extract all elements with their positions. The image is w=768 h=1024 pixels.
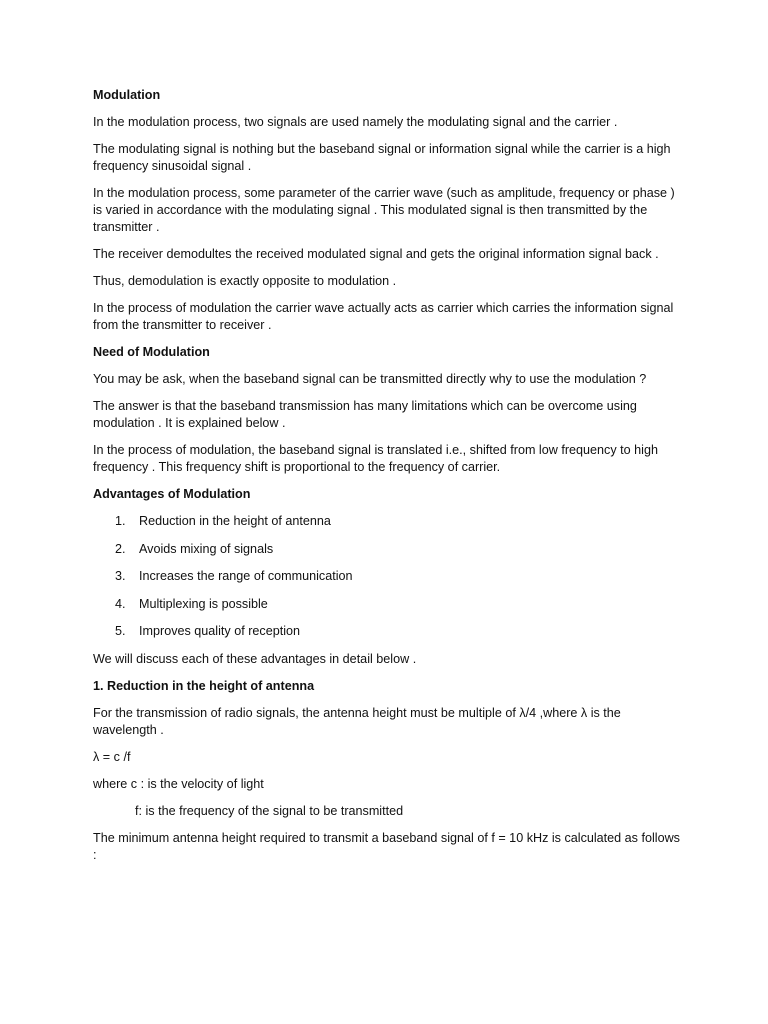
list-item-text: Improves quality of reception bbox=[139, 624, 301, 638]
paragraph: In the modulation process, two signals are used namely the modulating signal and the carrier . bbox=[93, 115, 618, 129]
formula: λ = c /f bbox=[93, 749, 131, 764]
list-item-number: 1. bbox=[115, 514, 126, 528]
list-item-text: Increases the range of communication bbox=[139, 569, 353, 583]
paragraph: The minimum antenna height required to transmit a baseband signal of f = 10 kHz is calculated as follows : bbox=[93, 830, 680, 862]
list-item bbox=[93, 623, 683, 640]
where-frequency-line: f: is the frequency of the signal to be transmitted bbox=[135, 803, 404, 818]
list-item bbox=[93, 541, 683, 558]
list-item-number: 5. bbox=[115, 624, 126, 638]
heading-advantages: Advantages of Modulation bbox=[93, 487, 251, 501]
paragraph: The answer is that the baseband transmission has many limitations which can be overcome using modulation . It is explained below . bbox=[93, 399, 637, 430]
advantages-list bbox=[93, 513, 683, 640]
list-item-number: 3. bbox=[115, 569, 126, 583]
list-item bbox=[93, 513, 683, 530]
list-item bbox=[93, 568, 683, 585]
heading-modulation: Modulation bbox=[93, 88, 161, 102]
list-item bbox=[93, 596, 683, 613]
document-page bbox=[93, 87, 683, 874]
paragraph: Thus, demodulation is exactly opposite to modulation . bbox=[93, 274, 397, 288]
paragraph: In the process of modulation the carrier wave actually acts as carrier which carries the information signal from the transmitter to receiver . bbox=[93, 301, 674, 332]
paragraph: For the transmission of radio signals, the antenna height must be multiple of λ/4 ,where λ is the wavelength . bbox=[93, 705, 621, 737]
list-item-number: 4. bbox=[115, 596, 126, 611]
paragraph: The modulating signal is nothing but the baseband signal or information signal while the carrier is a high frequency sinusoidal signal . bbox=[93, 142, 671, 173]
paragraph: In the process of modulation, the baseband signal is translated i.e., shifted from low frequency to high frequency . This frequency shift is proportional to the frequency of carrier. bbox=[93, 443, 658, 474]
heading-antenna-height: 1. Reduction in the height of antenna bbox=[93, 678, 315, 693]
paragraph: In the modulation process, some parameter of the carrier wave (such as amplitude, frequency or phase ) is varied in accordance with the modulating signal . This modulated signal is then transmitted by the transmitter . bbox=[93, 186, 675, 234]
list-item-text: Multiplexing is possible bbox=[139, 596, 268, 611]
list-item-number: 2. bbox=[115, 541, 126, 556]
heading-need-of-modulation: Need of Modulation bbox=[93, 345, 210, 359]
paragraph: We will discuss each of these advantages in detail below . bbox=[93, 651, 417, 666]
paragraph: The receiver demodultes the received modulated signal and gets the original information signal back . bbox=[93, 247, 659, 261]
list-item-text: Avoids mixing of signals bbox=[139, 541, 274, 556]
list-item-text: Reduction in the height of antenna bbox=[139, 514, 331, 528]
paragraph: You may be ask, when the baseband signal can be transmitted directly why to use the modulation ? bbox=[93, 372, 647, 386]
where-velocity-line: where c : is the velocity of light bbox=[93, 776, 264, 791]
